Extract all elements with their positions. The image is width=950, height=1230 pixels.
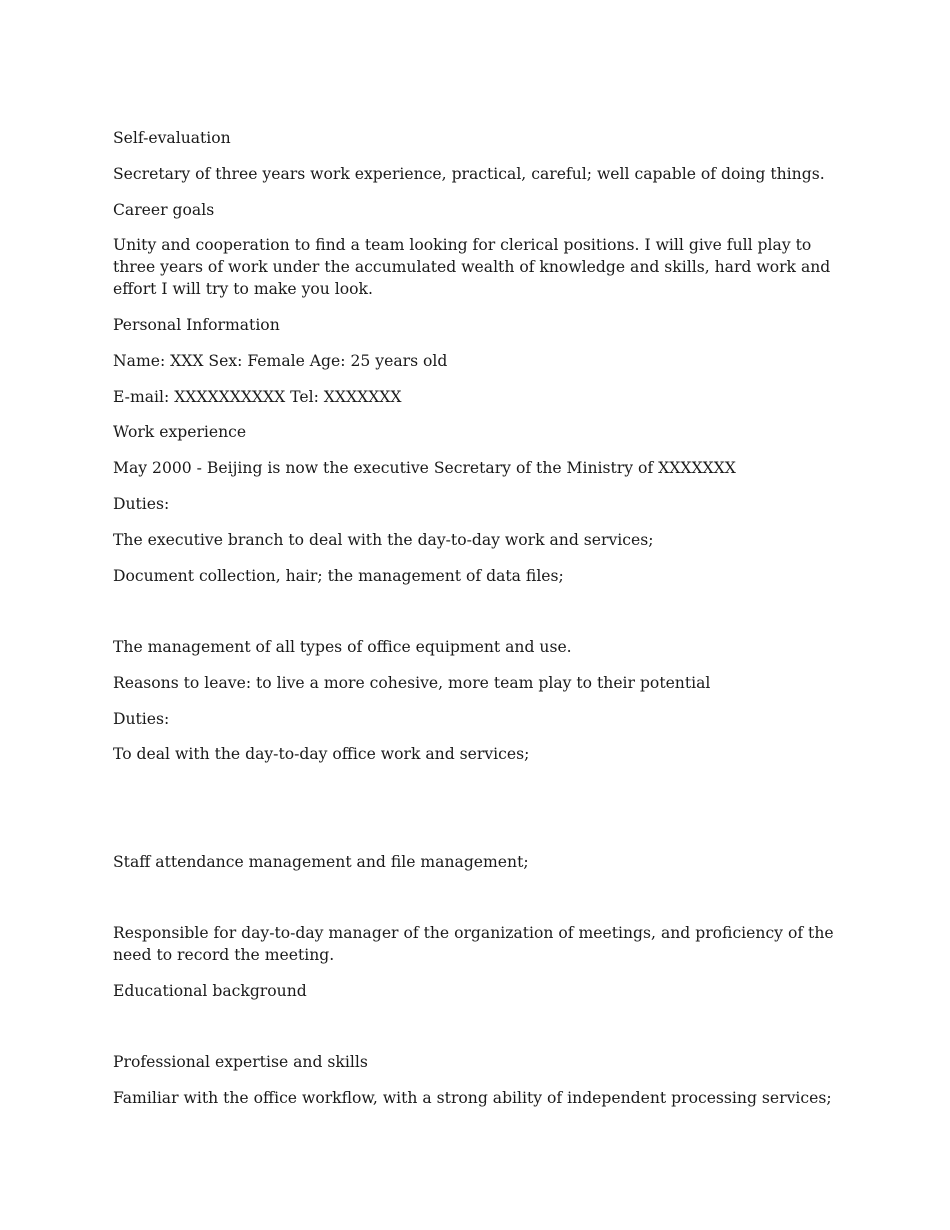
heading-professional-expertise: Professional expertise and skills <box>113 1053 368 1071</box>
paragraph-duty-item: To deal with the day-to-day office work and services; <box>113 745 530 763</box>
paragraph-duty-item: Staff attendance management and file management; <box>113 853 529 871</box>
paragraph-self-evaluation: Secretary of three years work experience, practical, careful; well capable of doing things. <box>113 165 825 183</box>
paragraph-duty-item: Document collection, hair; the management of data files; <box>113 567 564 585</box>
paragraph-skills: Familiar with the office workflow, with a strong ability of independent processing services; <box>113 1089 832 1107</box>
paragraph-email-tel: E-mail: XXXXXXXXXX Tel: XXXXXXX <box>113 388 402 406</box>
heading-work-experience: Work experience <box>113 423 247 441</box>
heading-self-evaluation: Self-evaluation <box>113 129 231 147</box>
paragraph-duty-item: The executive branch to deal with the day-to-day work and services; <box>113 531 654 549</box>
label-duties: Duties: <box>113 495 170 513</box>
paragraph-name-sex-age: Name: XXX Sex: Female Age: 25 years old <box>113 352 448 370</box>
paragraph-duty-item: The management of all types of office equipment and use. <box>113 638 572 656</box>
paragraph-job-title: May 2000 - Beijing is now the executive Secretary of the Ministry of XXXXXXX <box>113 459 736 477</box>
paragraph-duty-item: Responsible for day-to-day manager of the organization of meetings, and proficiency of the need to record the meeting. <box>113 924 834 964</box>
paragraph-reasons-to-leave: Reasons to leave: to live a more cohesive, more team play to their potential <box>113 674 711 692</box>
heading-personal-information: Personal Information <box>113 316 280 334</box>
heading-career-goals: Career goals <box>113 201 215 219</box>
heading-educational-background: Educational background <box>113 982 307 1000</box>
label-duties: Duties: <box>113 710 170 728</box>
paragraph-career-goals: Unity and cooperation to find a team looking for clerical positions. I will give full play to three years of work under the accumulated wealth of knowledge and skills, hard work and effort I will try to make you look. <box>113 236 831 298</box>
